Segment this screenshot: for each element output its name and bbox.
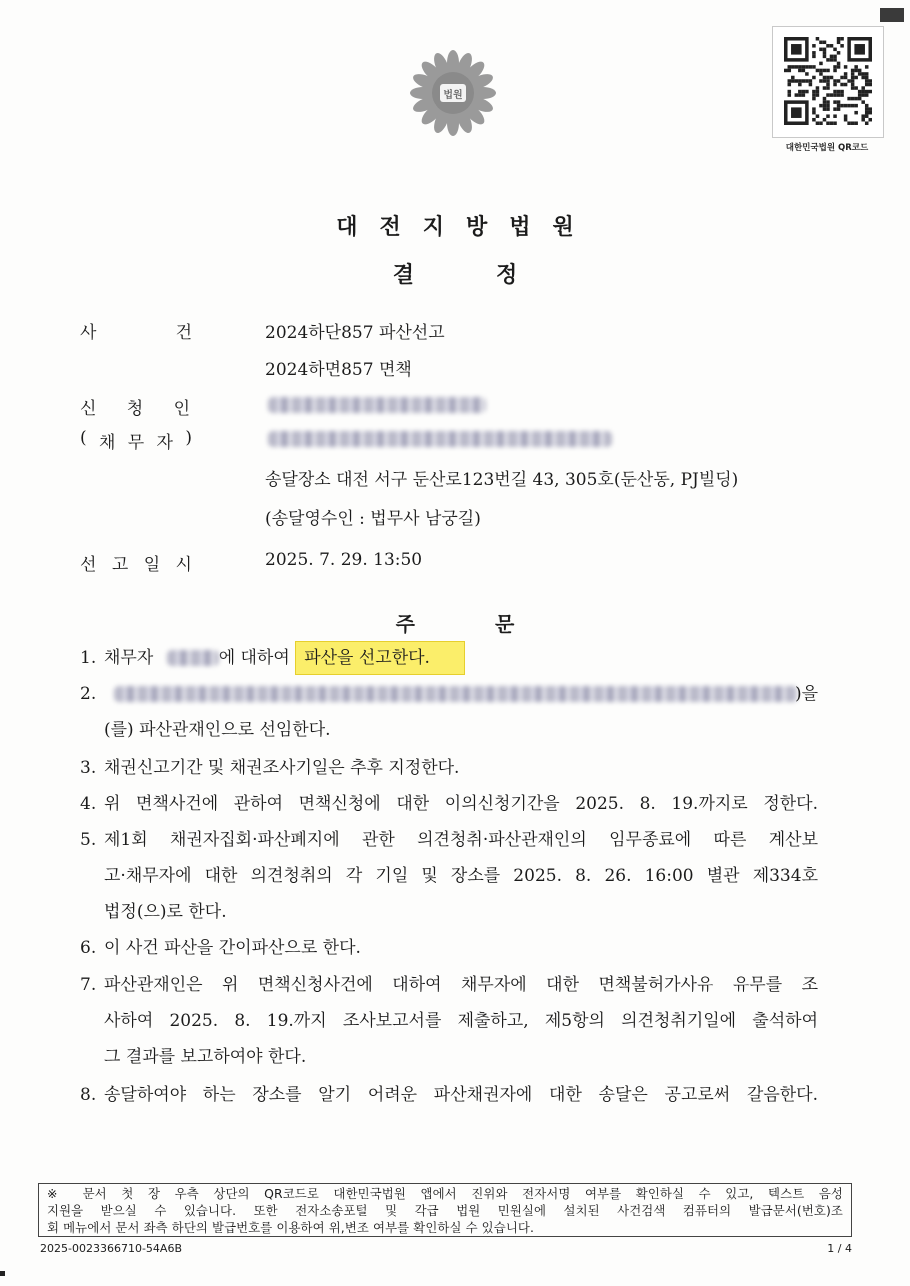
qr-code[interactable] xyxy=(772,26,884,138)
verification-notice: ※ 문서 첫 장 우측 상단의 QR코드로 대한민국법원 앱에서 진위와 전자서명 여부를 확인하실 수 있고, 텍스트 음성 지원을 받으실 수 있습니다. 또한 전자소송포털 및 각급 법원 민원실에 설치된 사건검색 컴퓨터의 발급문서(번호)조 회 메뉴에서 문서 좌측 하단의 발급번호를 이용하여 위,변조 여부를 확인하실 수 있습니다. xyxy=(38,1183,852,1237)
order-item-2: 2. )을 (를) 파산관재인으로 선임한다. xyxy=(80,684,818,740)
delivery-agent: (송달영수인 : 법무사 남궁길) xyxy=(265,509,481,529)
doc-type-char-2: 정 xyxy=(496,262,518,288)
doc-type-char-1: 결 xyxy=(392,262,414,288)
highlighted-ruling: 파산을 선고한다. xyxy=(295,641,465,675)
qr-caption: 대한민국법원 QR코드 xyxy=(785,143,869,153)
case-label: 사 건 xyxy=(80,323,192,343)
order-item-6: 6. 이 사건 파산을 간이파산으로 한다. xyxy=(80,938,361,958)
redacted-debtor-name xyxy=(167,650,219,666)
redacted-applicant-address xyxy=(268,431,612,447)
seal-text: 법원 xyxy=(443,90,463,101)
order-item-8: 8. 송달하여야 하는 장소를 알기 어려운 파산채권자에 대한 송달은 공고로써 갈음한다. xyxy=(80,1085,818,1105)
order-item-3: 3. 채권신고기간 및 채권조사기일은 추후 지정한다. xyxy=(80,758,460,778)
document-type-title xyxy=(0,258,910,289)
order-item-1: 1. 채무자 에 대하여 파산을 선고한다. xyxy=(80,640,818,676)
announce-date-label: 선 고 일 시 xyxy=(80,555,192,575)
case-number-bankruptcy: 2024하단857 파산선고 xyxy=(265,323,445,343)
announce-date-value: 2025. 7. 29. 13:50 xyxy=(265,550,423,570)
court-name: 대전지방법원 xyxy=(336,214,596,240)
order-item-7: 7. 파산관재인은 위 면책신청사건에 대하여 채무자에 대한 면책불허가사유 유무를 조 사하여 2025. 8. 19.까지 조사보고서를 제출하고, 제5항의 의견청취기일에 출석하여 그 결과를 보고하여야 한다. xyxy=(80,975,818,1067)
debtor-label: ( 채 무 자 ) xyxy=(80,428,192,453)
delivery-place: 송달장소 대전 서구 둔산로123번길 43, 305호(둔산동, PJ빌딩) xyxy=(265,470,739,490)
order-title: 주 문 xyxy=(395,612,515,636)
corner-mark xyxy=(0,1271,5,1276)
qr-code-icon xyxy=(784,37,872,125)
page-number: 1 / 4 xyxy=(827,1242,852,1255)
scan-mark xyxy=(880,8,904,22)
case-number-discharge: 2024하면857 면책 xyxy=(265,360,412,380)
redacted-applicant-name xyxy=(268,397,486,413)
order-item-5: 5. 제1회 채권자집회·파산폐지에 관한 의견청취·파산관재인의 임무종료에 따른 계산보 고·채무자에 대한 의견청취의 각 기일 및 장소를 2025. 8. 26. 16:00 별관 제334호 법정(으)로 한다. xyxy=(80,830,818,922)
applicant-label: 신 청 인 xyxy=(80,399,190,419)
issue-number: 2025-0023366710-54A6B xyxy=(40,1242,182,1255)
redacted-trustee-info xyxy=(114,686,798,702)
court-seal-icon xyxy=(408,48,498,138)
order-item-4: 4. 위 면책사건에 관하여 면책신청에 대한 이의신청기간을 2025. 8. 19.까지로 정한다. xyxy=(80,794,818,814)
